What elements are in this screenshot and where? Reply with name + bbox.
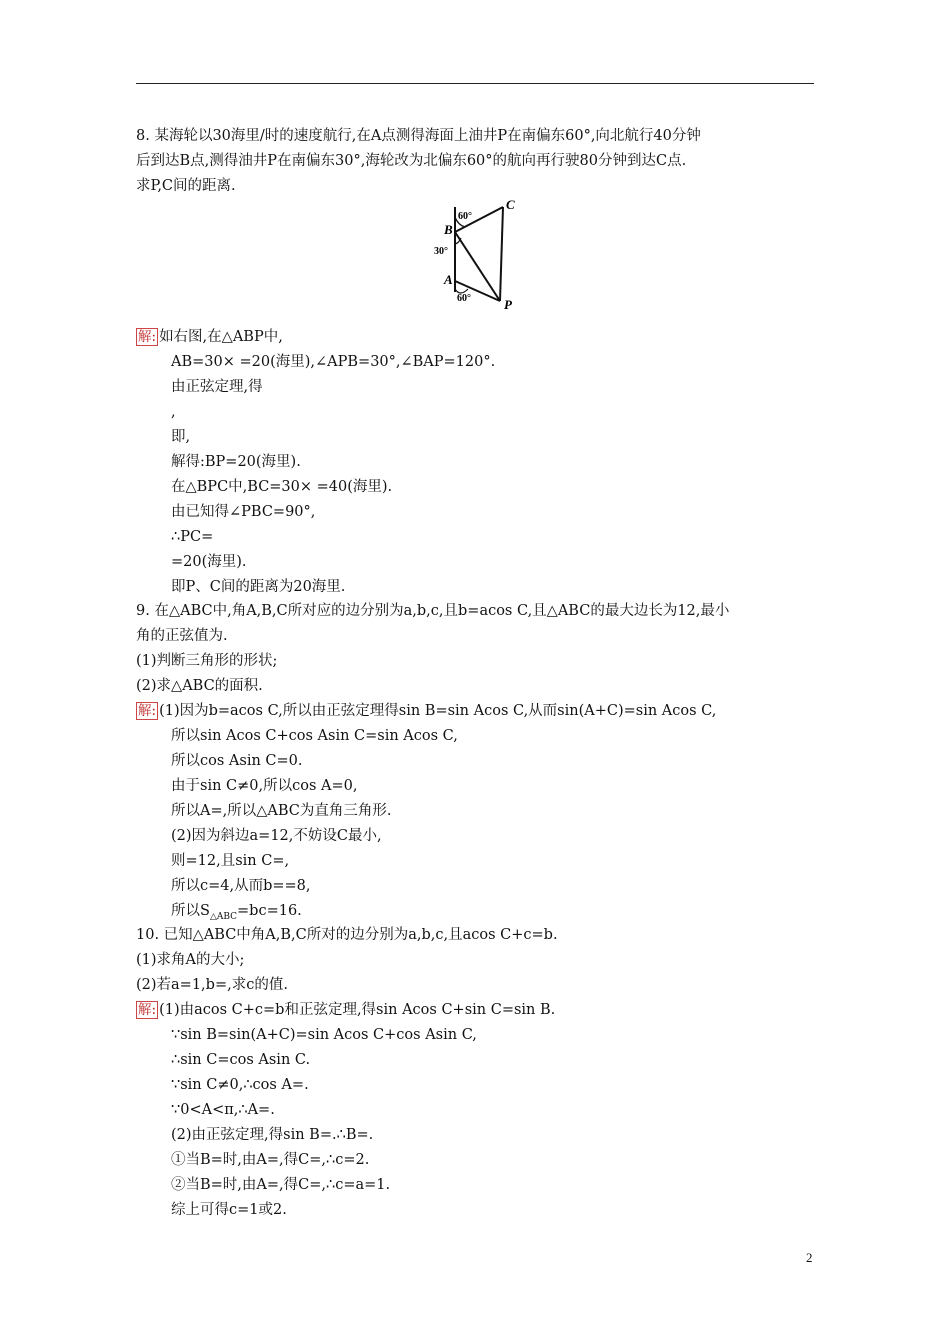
problem-9-line-3: (1)判断三角形的形状; — [136, 653, 278, 669]
solution-8-line-4: , — [171, 404, 176, 420]
solution-9-line-4: 由于sin C≠0,所以cos A=0, — [171, 778, 358, 794]
header-rule — [136, 83, 814, 84]
solution-8-line-1: 解: 如右图,在△ABP中, — [138, 329, 283, 345]
solution-9-line-3: 所以cos Asin C=0. — [171, 753, 303, 769]
solution-8-line-9: ∴PC= — [171, 529, 214, 545]
solution-10-line-7: ①当B=时,由A=,得C=,∴c=2. — [171, 1152, 370, 1168]
solution-8-line-6: 解得:BP=20(海里). — [171, 454, 301, 470]
solution-9-line-8: 所以c=4,从而b==8, — [171, 878, 311, 894]
solution-tag: 解: — [138, 329, 157, 345]
solution-9-line-5: 所以A=,所以△ABC为直角三角形. — [171, 803, 392, 819]
solution-8-line-10: =20(海里). — [171, 554, 247, 570]
problem-10-line-1: 10. 已知△ABC中角A,B,C所对的边分别为a,b,c,且acos C+c=b. — [136, 927, 558, 943]
problem-10-line-2: (1)求角A的大小; — [136, 952, 245, 968]
angle-30: 30° — [434, 246, 448, 257]
problem-9-line-4: (2)求△ABC的面积. — [136, 678, 263, 694]
label-b: B — [444, 222, 453, 237]
problem-8-line-2: 后到达B点,测得油井P在南偏东30°,海轮改为北偏东60°的航向再行驶80分钟到达C点. — [136, 153, 687, 169]
solution-tag: 解: — [138, 703, 157, 719]
segment-cp — [500, 207, 503, 301]
problem-9-line-1: 9. 在△ABC中,角A,B,C所对应的边分别为a,b,c,且b=acos C,且△ABC的最大边长为12,最小 — [136, 603, 730, 619]
solution-10-line-2: ∵sin B=sin(A+C)=sin Acos C+cos Asin C, — [171, 1027, 477, 1043]
solution-tag: 解: — [138, 1002, 157, 1018]
solution-8-line-3: 由正弦定理,得 — [171, 379, 263, 395]
solution-10-line-6: (2)由正弦定理,得sin B=.∴B=. — [171, 1127, 374, 1143]
solution-10-line-8: ②当B=时,由A=,得C=,∴c=a=1. — [171, 1177, 391, 1193]
label-a: A — [444, 272, 453, 287]
angle-60-top: 60° — [458, 211, 472, 222]
problem-10-line-3: (2)若a=1,b=,求c的值. — [136, 977, 288, 993]
solution-9-line-6: (2)因为斜边a=12,不妨设C最小, — [171, 828, 382, 844]
solution-8-line-5: 即, — [171, 429, 191, 445]
navigation-diagram — [428, 195, 528, 315]
label-p: P — [504, 297, 512, 312]
solution-8-line-7: 在△BPC中,BC=30× =40(海里). — [171, 479, 393, 495]
solution-9-line-2: 所以sin Acos C+cos Asin C=sin Acos C, — [171, 728, 458, 744]
problem-9-line-2: 角的正弦值为. — [136, 628, 228, 644]
solution-8-line-2: AB=30× =20(海里),∠APB=30°,∠BAP=120°. — [171, 354, 496, 370]
solution-8-line-11: 即P、C间的距离为20海里. — [171, 579, 346, 595]
page-number: 2 — [806, 1250, 813, 1265]
solution-9-line-7: 则=12,且sin C=, — [171, 853, 290, 869]
solution-8-line-8: 由已知得∠PBC=90°, — [171, 504, 316, 520]
solution-10-line-3: ∴sin C=cos Asin C. — [171, 1052, 311, 1068]
label-c: C — [506, 197, 515, 212]
problem-8-line-1: 8. 某海轮以30海里/时的速度航行,在A点测得海面上油井P在南偏东60°,向北航行40分钟 — [136, 128, 701, 144]
solution-10-line-9: 综上可得c=1或2. — [171, 1202, 287, 1218]
solution-10-line-5: ∵0<A<π,∴A=. — [171, 1102, 275, 1118]
solution-10-line-4: ∵sin C≠0,∴cos A=. — [171, 1077, 309, 1093]
solution-9-line-9: 所以$S_{\triangle ABC}=bc=16$. — [171, 903, 302, 922]
problem-8-line-3: 求P,C间的距离. — [136, 178, 236, 194]
solution-9-line-1: 解: (1)因为b=acos C,所以由正弦定理得sin B=sin Acos C,从而sin(A+C)=sin Acos C, — [138, 703, 717, 719]
angle-60-bottom: 60° — [457, 293, 471, 304]
solution-10-line-1: 解: (1)由acos C+c=b和正弦定理,得sin Acos C+sin C=sin B. — [138, 1002, 556, 1018]
